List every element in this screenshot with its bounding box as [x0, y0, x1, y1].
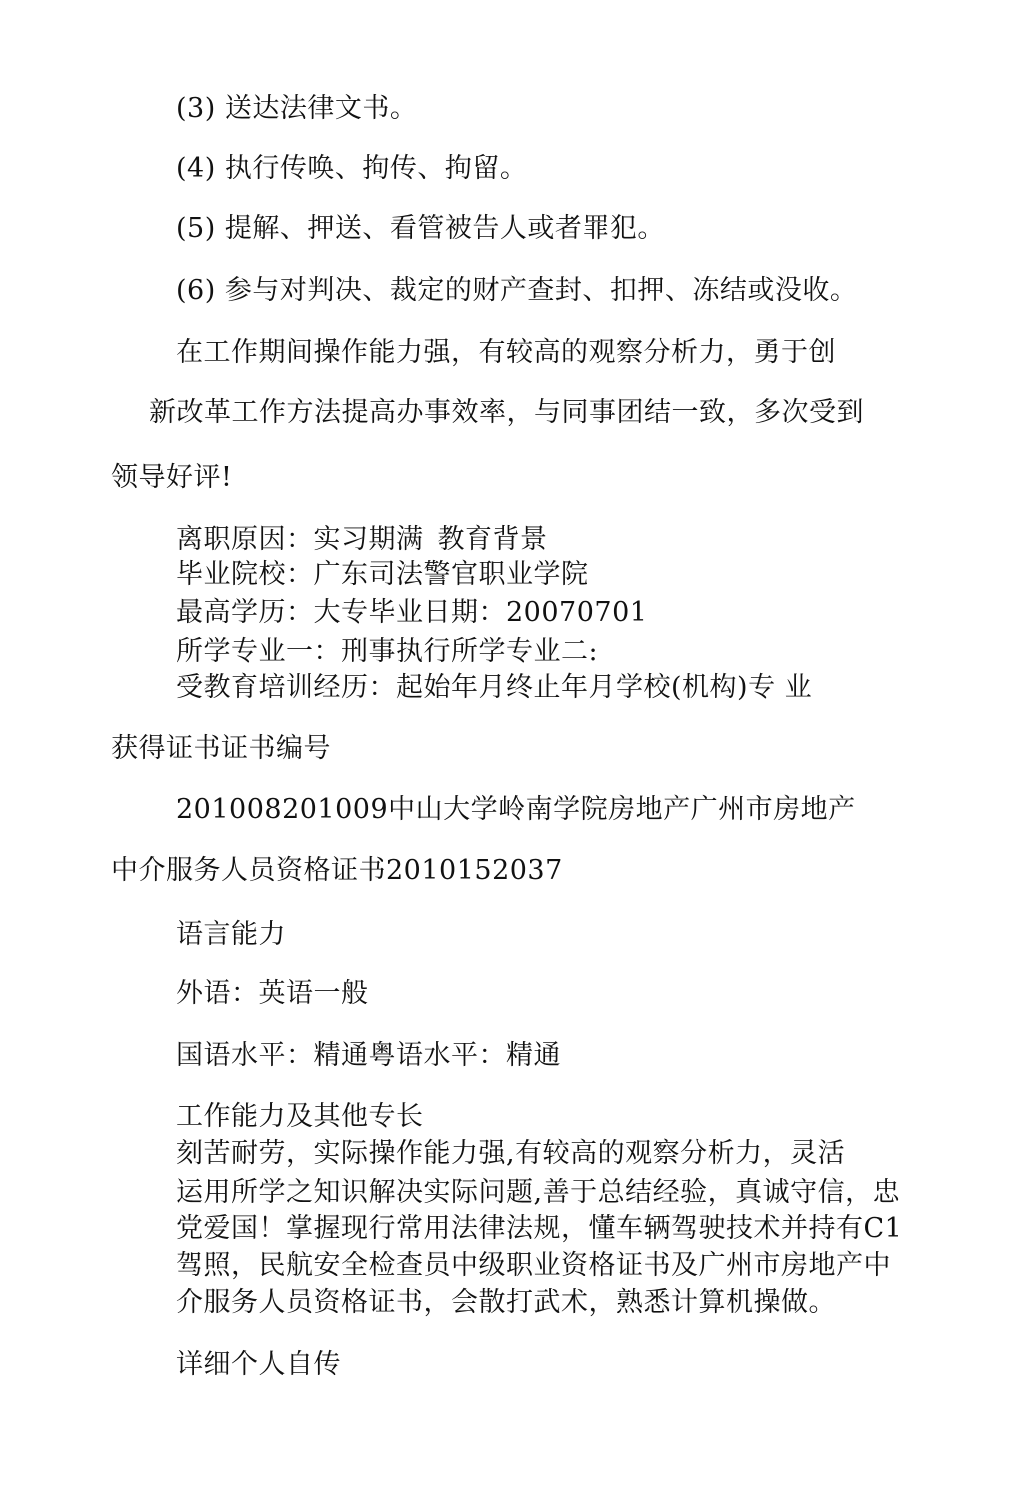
mandarin-level: 国语水平：精通粤语水平：精通: [176, 1040, 561, 1071]
education-line: 获得证书证书编号: [111, 733, 331, 764]
language-heading: 语言能力: [176, 919, 286, 950]
autobiography-heading: 详细个人自传: [176, 1349, 341, 1380]
skills-line: 介服务人员资格证书，会散打武术，熟悉计算机操做。: [176, 1287, 836, 1318]
education-line: 所学专业一：刑事执行所学专业二:: [176, 636, 599, 667]
performance-line: 在工作期间操作能力强，有较高的观察分析力，勇于创: [176, 337, 836, 368]
skills-line: 刻苦耐劳，实际操作能力强,有较高的观察分析力，灵活: [176, 1138, 846, 1169]
foreign-language: 外语：英语一般: [176, 978, 369, 1009]
performance-line: 新改革工作方法提高办事效率，与同事团结一致，多次受到: [149, 397, 864, 428]
duty-item: (5) 提解、押送、看管被告人或者罪犯。: [176, 213, 665, 244]
leave-reason: 离职原因：实习期满: [176, 524, 424, 555]
education-line: 受教育培训经历：起始年月终止年月学校(机构)专 业: [176, 672, 813, 703]
performance-line: 领导好评!: [111, 462, 233, 493]
education-line: 最高学历：大专毕业日期：20070701: [176, 597, 648, 628]
education-line: 毕业院校：广东司法警官职业学院: [176, 559, 589, 590]
skills-heading: 工作能力及其他专长: [176, 1101, 424, 1132]
education-heading: 教育背景: [437, 524, 548, 555]
duty-item: (6) 参与对判决、裁定的财产查封、扣押、冻结或没收。: [176, 275, 858, 306]
skills-line: 党爱国！掌握现行常用法律法规，懂车辆驾驶技术并持有C1: [176, 1213, 903, 1244]
duty-item: (3) 送达法律文书。: [176, 93, 418, 124]
leave-reason-line: [176, 522, 548, 558]
education-line: 201008201009中山大学岭南学院房地产广州市房地产: [176, 794, 856, 825]
education-line: 中介服务人员资格证书2010152037: [111, 855, 563, 886]
duty-item: (4) 执行传唤、拘传、拘留。: [176, 153, 528, 184]
skills-line: 运用所学之知识解决实际问题,善于总结经验，真诚守信，忠: [176, 1177, 901, 1208]
skills-line: 驾照，民航安全检查员中级职业资格证书及广州市房地产中: [176, 1250, 891, 1281]
